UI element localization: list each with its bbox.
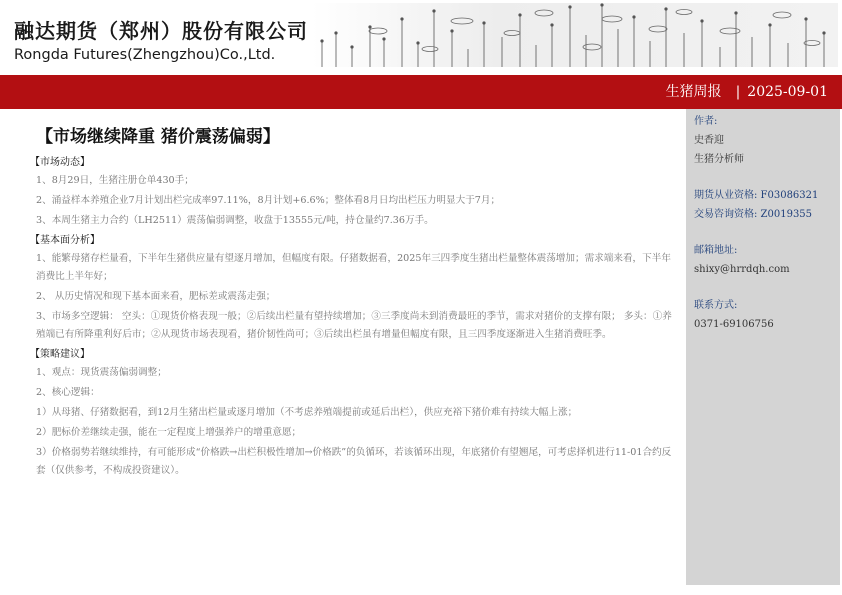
company-name-en: Rongda Futures(Zhengzhou)Co.,Ltd. (14, 47, 276, 63)
paragraph: 1、观点：现货震荡偏弱调整； (36, 367, 167, 378)
paragraph: 3、市场多空逻辑： 空头：①现货价格表现一般；②后续出栏量有望持续增加；③三季度尚未到消费最旺的季节，需求对猪价的支撑有限； 多头：①养殖端已有所降重利好后市；②从现货市场表现看，猪价韧性尚可；③后续出栏虽有增量但幅度有限，且三四季度逐渐进入生猪消费旺季。 (36, 311, 672, 340)
paragraph: 1）从母猪、仔猪数据看，到12月生猪出栏量或逐月增加（不考虑养殖端提前或延后出栏），供应充裕下猪价难有持续大幅上涨； (36, 407, 578, 418)
paragraph: 2、核心逻辑： (36, 387, 100, 398)
author-title: 生猪分析师 (694, 154, 744, 165)
paragraph: 2、涌益样本养殖企业7月计划出栏完成率97.11%，8月计划+6.6%；整体看8月日均出栏压力明显大于7月； (36, 195, 501, 206)
qualification-consult: 交易咨询资格: Z0019355 (694, 209, 813, 220)
email-label: 邮箱地址: (694, 245, 738, 256)
article (30, 124, 678, 482)
report-info (666, 75, 828, 109)
paragraph: 1、能繁母猪存栏量看，下半年生猪供应量有望逐月增加，但幅度有限。仔猪数据看，2025年三四季度生猪出栏量整体震荡增加；需求端来看，下半年消费比上半年好； (36, 253, 671, 282)
paragraph: 2）肥标价差继续走强，能在一定程度上增强养户的增重意愿； (36, 427, 302, 438)
section-heading-dynamics: 【市场动态】 (30, 157, 90, 168)
paragraph: 3、本周生猪主力合约（LH2511）震荡偏弱调整，收盘于13555元/吨，持仓量约7.36万手。 (36, 215, 434, 226)
author-label: 作者: (694, 116, 718, 127)
paragraph: 3）价格弱势若继续维持，有可能形成“价格跌→出栏积极性增加→价格跌”的负循环，若该循环出现，年底猪价有望翘尾，可考虑择机进行11-01合约反套（仅供参考，不构成投资建议）。 (36, 447, 672, 476)
report-date: 2025-09-01 (747, 84, 828, 100)
company-name-cn: 融达期货（郑州）股份有限公司 (14, 19, 308, 43)
email-address: shixy@hrrdqh.com (694, 264, 790, 275)
qualification-practice: 期货从业资格: F03086321 (694, 190, 819, 201)
article-title: 【市场继续降重 猪价震荡偏弱】 (36, 127, 280, 147)
header-decoration (312, 3, 838, 67)
report-separator: | (735, 84, 741, 100)
section-heading-fundamentals: 【基本面分析】 (30, 235, 100, 246)
author-info (694, 112, 839, 334)
contact-label: 联系方式: (694, 300, 738, 311)
report-name: 生猪周报 (665, 84, 722, 100)
phone-number: 0371-69106756 (694, 319, 774, 330)
section-heading-strategy: 【策略建议】 (30, 349, 90, 360)
author-name: 史香迎 (694, 135, 724, 146)
paragraph: 1、8月29日，生猪注册仓单430手； (36, 175, 194, 186)
company-logo (14, 18, 308, 65)
paragraph: 2、 从历史情况和现下基本面来看，肥标差或震荡走强； (36, 291, 276, 302)
